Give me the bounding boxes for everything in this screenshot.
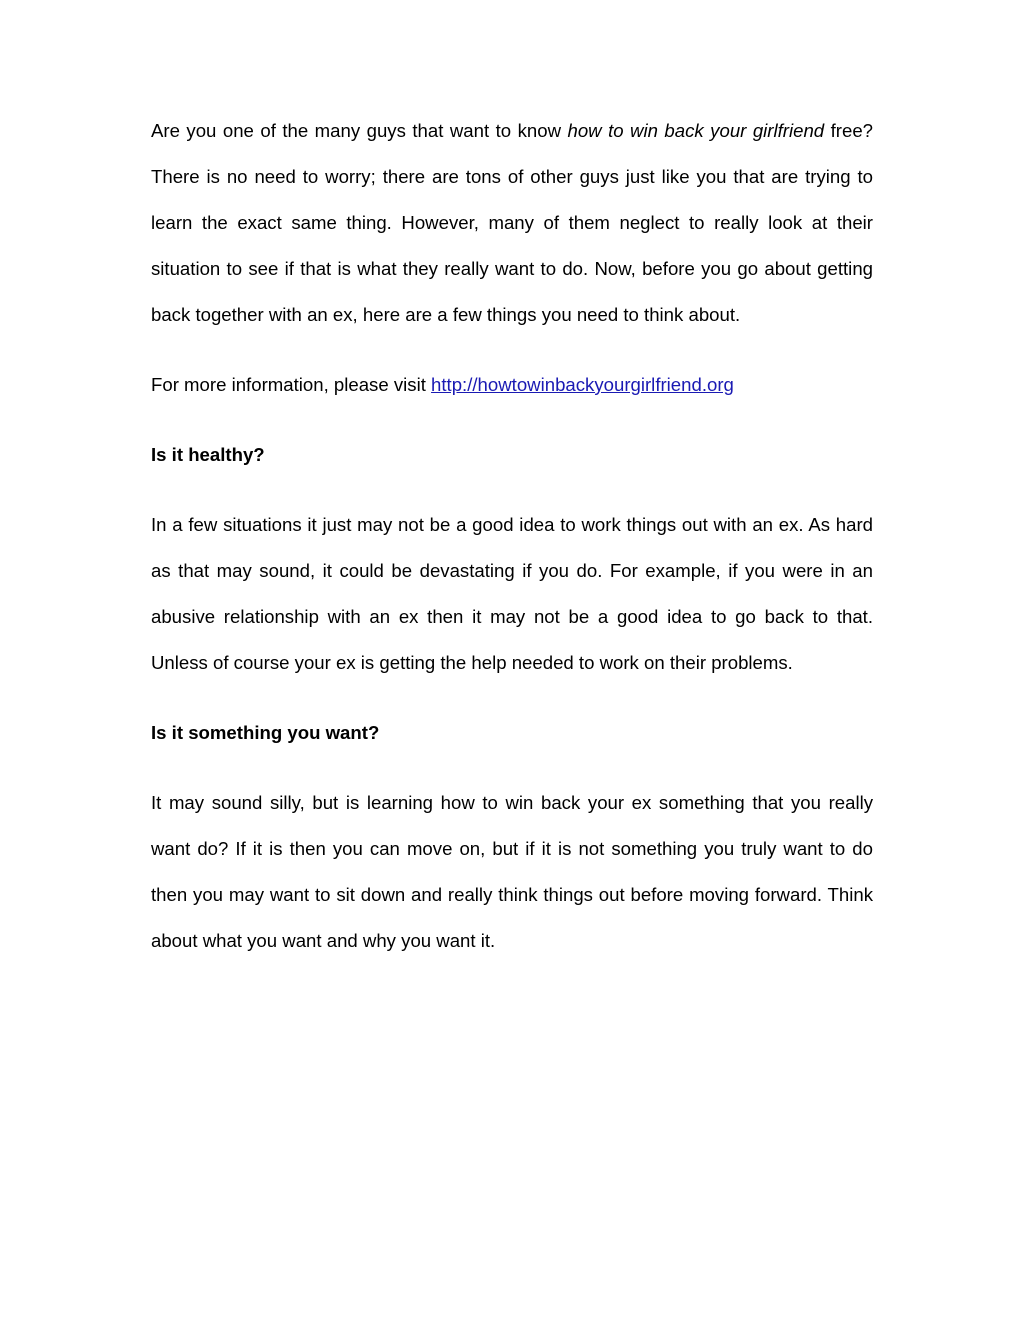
section-body-healthy: In a few situations it just may not be a good idea to work things out with an ex. As hard as that may sound, it could be devastating if you do. For example, if you were in an abusive relationship with an ex then it may not be a good idea to go back to that. Unless of course your ex is getting the help needed to work on their problems.: [151, 514, 873, 673]
info-paragraph: [151, 362, 873, 408]
document-page: [151, 108, 873, 988]
website-link[interactable]: http://howtowinbackyourgirlfriend.org: [431, 374, 734, 395]
section-heading-want: Is it something you want?: [151, 722, 380, 743]
intro-text-start: Are you one of the many guys that want to know: [151, 120, 568, 141]
intro-paragraph: [151, 108, 873, 338]
info-prefix: For more information, please visit: [151, 374, 432, 395]
intro-text-end: free? There is no need to worry; there are tons of other guys just like you that are trying to learn the exact same thing. However, many of them neglect to really look at their situation to see if that is what they really want to do. Now, before you go about getting back together with an ex, here are a few things you need to think about.: [151, 120, 873, 325]
intro-italic-phrase: how to win back your girlfriend: [567, 120, 825, 141]
section-body-want: It may sound silly, but is learning how to win back your ex something that you really want do? If it is then you can move on, but if it is not something you truly want to do then you may want to sit down and really think things out before moving forward. Think about what you want and why you want it.: [151, 792, 873, 951]
section-heading-healthy: Is it healthy?: [151, 444, 265, 465]
